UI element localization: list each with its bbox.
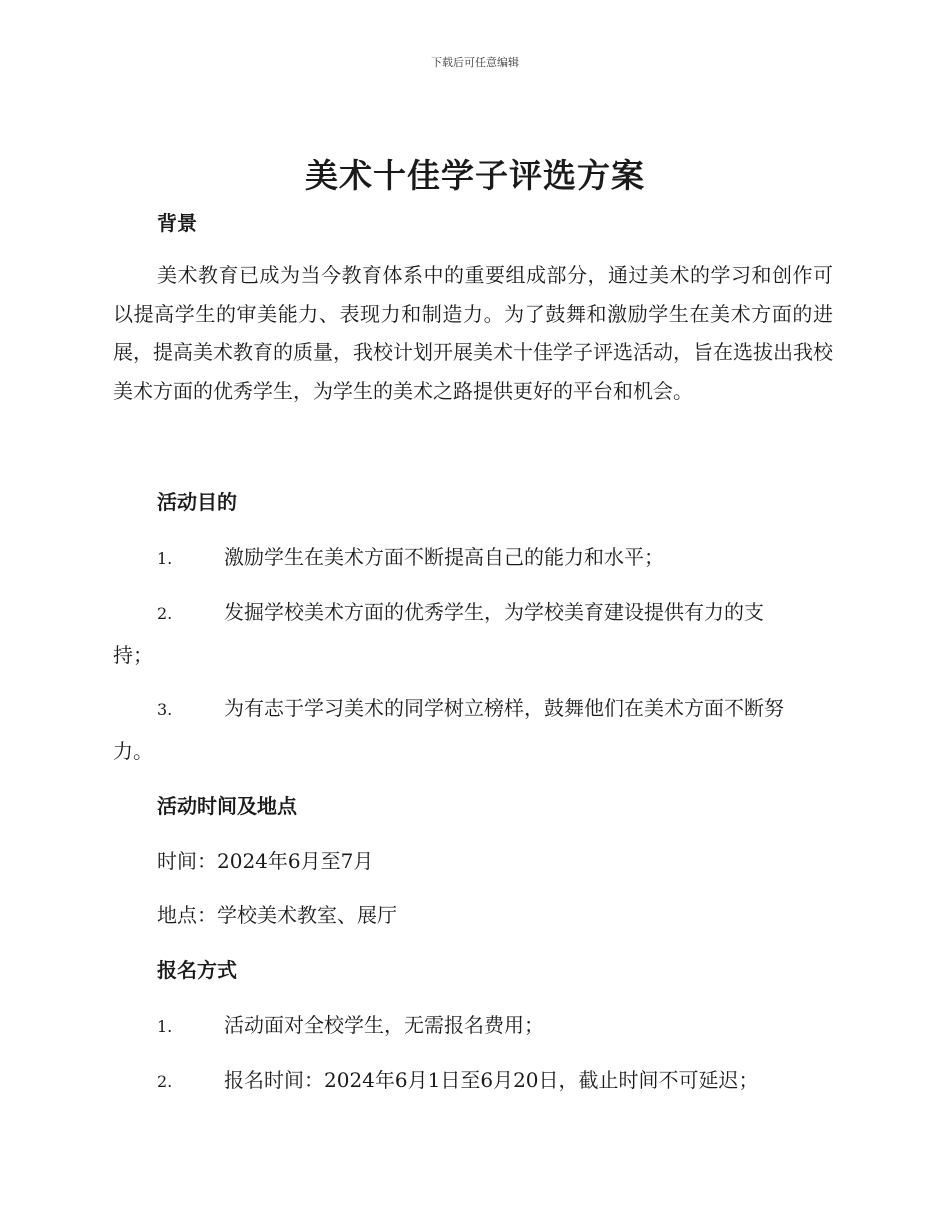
list-number: 2.	[157, 1072, 173, 1091]
event-time: 时间：2024年6月至7月	[157, 849, 374, 873]
list-item-text: 报名时间：2024年6月1日至6月20日，截止时间不可延迟；	[224, 1068, 759, 1092]
event-place: 地点：学校美术教室、展厅	[157, 903, 397, 927]
list-number: 1.	[157, 549, 173, 568]
purpose-item-3-continuation: 力。	[113, 739, 153, 763]
header-note: 下载后可任意编辑	[431, 56, 519, 69]
purpose-item-1	[113, 541, 833, 570]
list-item-text: 发掘学校美术方面的优秀学生，为学校美育建设提供有力的支	[224, 600, 764, 624]
registration-item-1	[113, 1009, 833, 1038]
purpose-item-2-continuation: 持；	[113, 643, 153, 667]
list-number: 2.	[157, 604, 173, 623]
list-item-text: 为有志于学习美术的同学树立榜样，鼓舞他们在美术方面不断努	[224, 696, 784, 720]
list-number: 3.	[157, 700, 173, 719]
document-title: 美术十佳学子评选方案	[305, 156, 645, 195]
purpose-item-3	[113, 692, 833, 721]
registration-item-2	[113, 1064, 833, 1093]
section-heading-background: 背景	[157, 211, 197, 235]
list-number: 1.	[157, 1017, 173, 1036]
section-heading-registration: 报名方式	[157, 958, 237, 982]
background-paragraph: 美术教育已成为当今教育体系中的重要组成部分，通过美术的学习和创作可以提高学生的审美能力、表现力和制造力。为了鼓舞和激励学生在美术方面的进展，提高美术教育的质量，我校计划开展美术十佳学子评选活动，旨在选拔出我校美术方面的优秀学生，为学生的美术之路提供更好的平台和机会。	[113, 263, 833, 403]
section-heading-purpose: 活动目的	[157, 490, 237, 514]
purpose-item-2	[113, 596, 833, 625]
list-item-text: 激励学生在美术方面不断提高自己的能力和水平；	[224, 545, 664, 569]
section-heading-time-place: 活动时间及地点	[157, 794, 297, 818]
list-item-text: 活动面对全校学生，无需报名费用；	[224, 1013, 544, 1037]
